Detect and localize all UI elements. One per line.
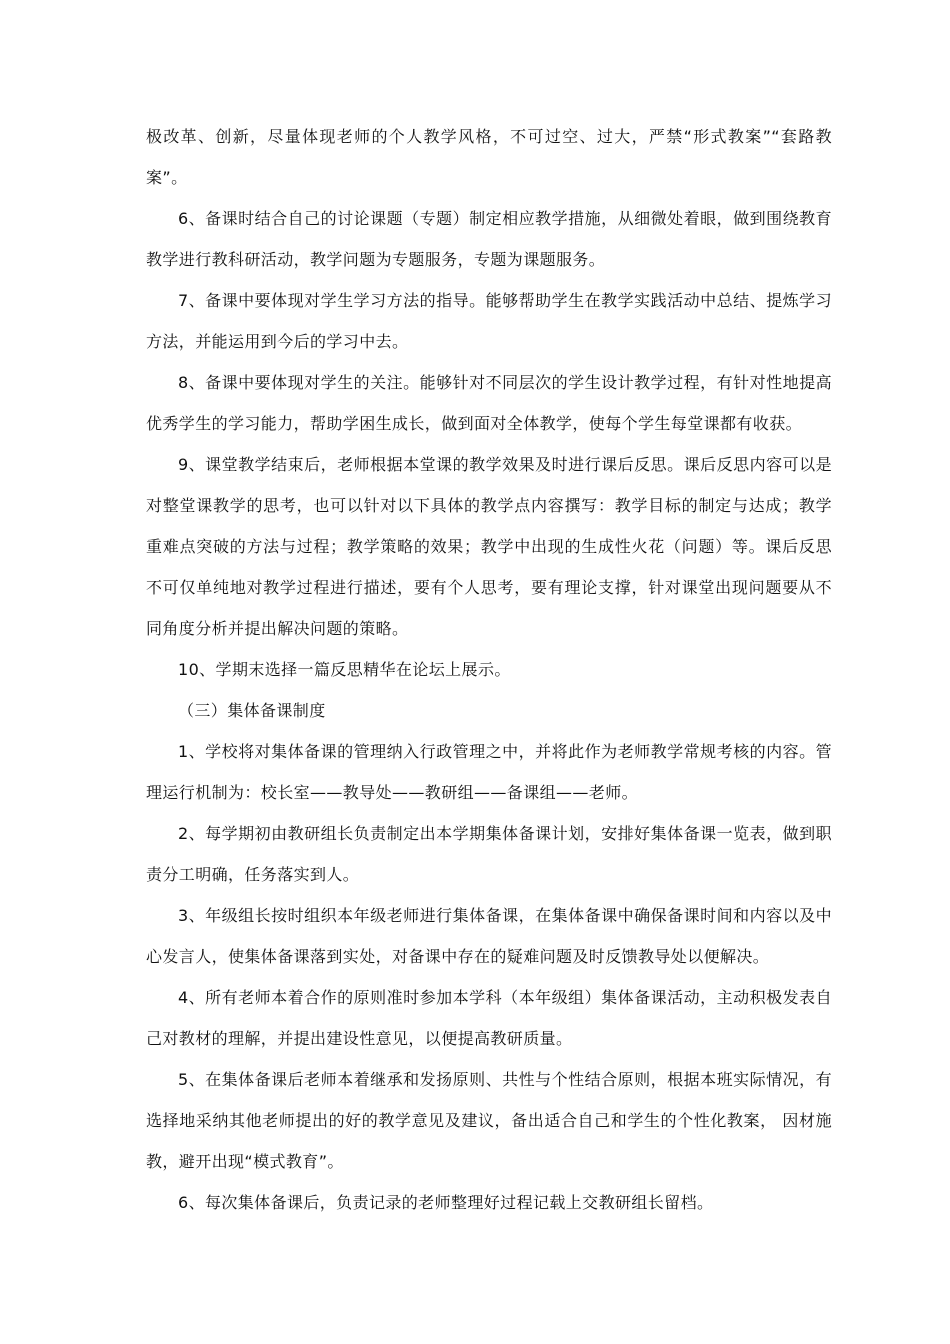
paragraph-item-7: 7、备课中要体现对学生学习方法的指导。能够帮助学生在教学实践活动中总结、提炼学习方法，并能运用到今后的学习中去。 bbox=[146, 291, 832, 351]
paragraph-rule-4: 4、所有老师本着合作的原则准时参加本学科（本年级组）集体备课活动，主动积极发表自己对教材的理解，并提出建设性意见，以便提高教研质量。 bbox=[146, 988, 832, 1048]
paragraph-item-6: 6、备课时结合自己的讨论课题（专题）制定相应教学措施，从细微处着眼，做到围绕教育教学进行教科研活动，教学问题为专题服务，专题为课题服务。 bbox=[146, 209, 832, 269]
paragraph-item-9: 9、课堂教学结束后，老师根据本堂课的教学效果及时进行课后反思。课后反思内容可以是对整堂课教学的思考，也可以针对以下具体的教学点内容撰写：教学目标的制定与达成；教学重难点突破的方法与过程；教学策略的效果；教学中出现的生成性火花（问题）等。课后反思不可仅单纯地对教学过程进行描述，要有个人思考，要有理论支撑，针对课堂出现问题要从不同角度分析并提出解决问题的策略。 bbox=[146, 455, 832, 638]
paragraph-item-10: 10、学期末选择一篇反思精华在论坛上展示。 bbox=[178, 660, 511, 679]
paragraph-rule-2: 2、每学期初由教研组长负责制定出本学期集体备课计划，安排好集体备课一览表，做到职责分工明确，任务落实到人。 bbox=[146, 824, 832, 884]
paragraph-rule-6: 6、每次集体备课后，负责记录的老师整理好过程记载上交教研组长留档。 bbox=[178, 1193, 714, 1212]
paragraph-rule-5: 5、在集体备课后老师本着继承和发扬原则、共性与个性结合原则，根据本班实际情况，有选择地采纳其他老师提出的好的教学意见及建议，备出适合自己和学生的个性化教案， 因材施教，避开出现“模式教育”。 bbox=[146, 1070, 832, 1171]
paragraph-rule-1: 1、学校将对集体备课的管理纳入行政管理之中，并将此作为老师教学常规考核的内容。管理运行机制为：校长室——教导处——教研组——备课组——老师。 bbox=[146, 742, 832, 802]
document-body bbox=[146, 116, 832, 1223]
section-heading: （三）集体备课制度 bbox=[178, 701, 326, 720]
paragraph-item-8: 8、备课中要体现对学生的关注。能够针对不同层次的学生设计教学过程，有针对性地提高优秀学生的学习能力，帮助学困生成长，做到面对全体教学，使每个学生每堂课都有收获。 bbox=[146, 373, 832, 433]
paragraph-continuation: 极改革、创新，尽量体现老师的个人教学风格，不可过空、过大，严禁“形式教案”“套路教案”。 bbox=[146, 127, 832, 187]
paragraph-rule-3: 3、年级组长按时组织本年级老师进行集体备课，在集体备课中确保备课时间和内容以及中心发言人，使集体备课落到实处，对备课中存在的疑难问题及时反馈教导处以便解决。 bbox=[146, 906, 832, 966]
